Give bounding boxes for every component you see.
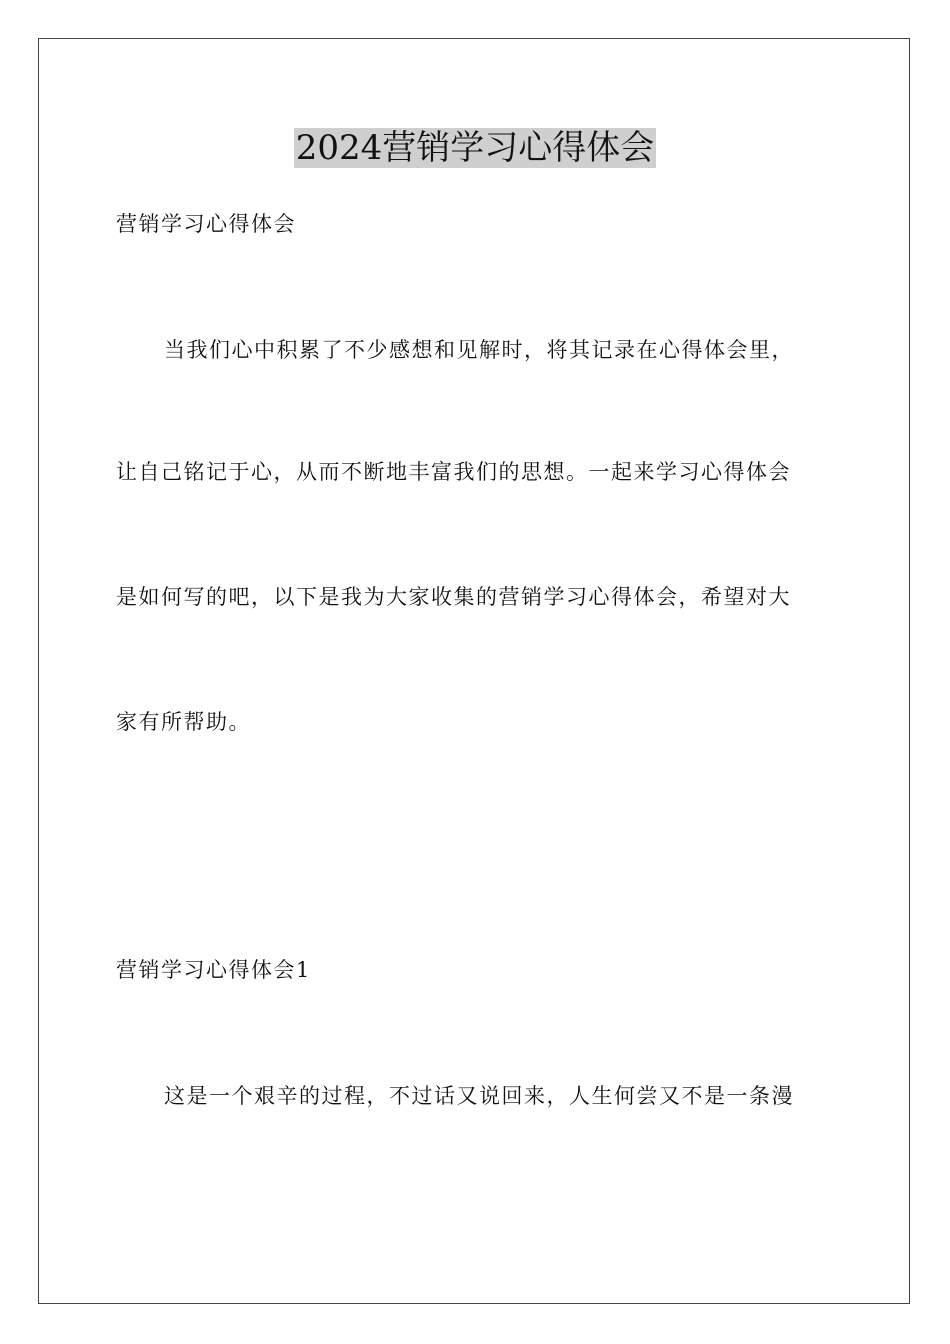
intro-line-2: 让自己铭记于心，从而不断地丰富我们的思想。一起来学习心得体会 [116,460,791,484]
intro-line-1: 当我们心中积累了不少感想和见解时，将其记录在心得体会里， [164,338,794,362]
document-subtitle: 营销学习心得体会 [116,212,296,236]
section-paragraph-line-1: 这是一个艰辛的过程，不过话又说回来，人生何尝又不是一条漫 [164,1084,794,1108]
section-heading: 营销学习心得体会1 [116,958,311,982]
document-title: 2024营销学习心得体会 [295,128,655,168]
intro-line-4: 家有所帮助。 [116,710,251,734]
intro-line-3: 是如何写的吧，以下是我为大家收集的营销学习心得体会，希望对大 [116,585,791,609]
title-container [0,128,950,168]
